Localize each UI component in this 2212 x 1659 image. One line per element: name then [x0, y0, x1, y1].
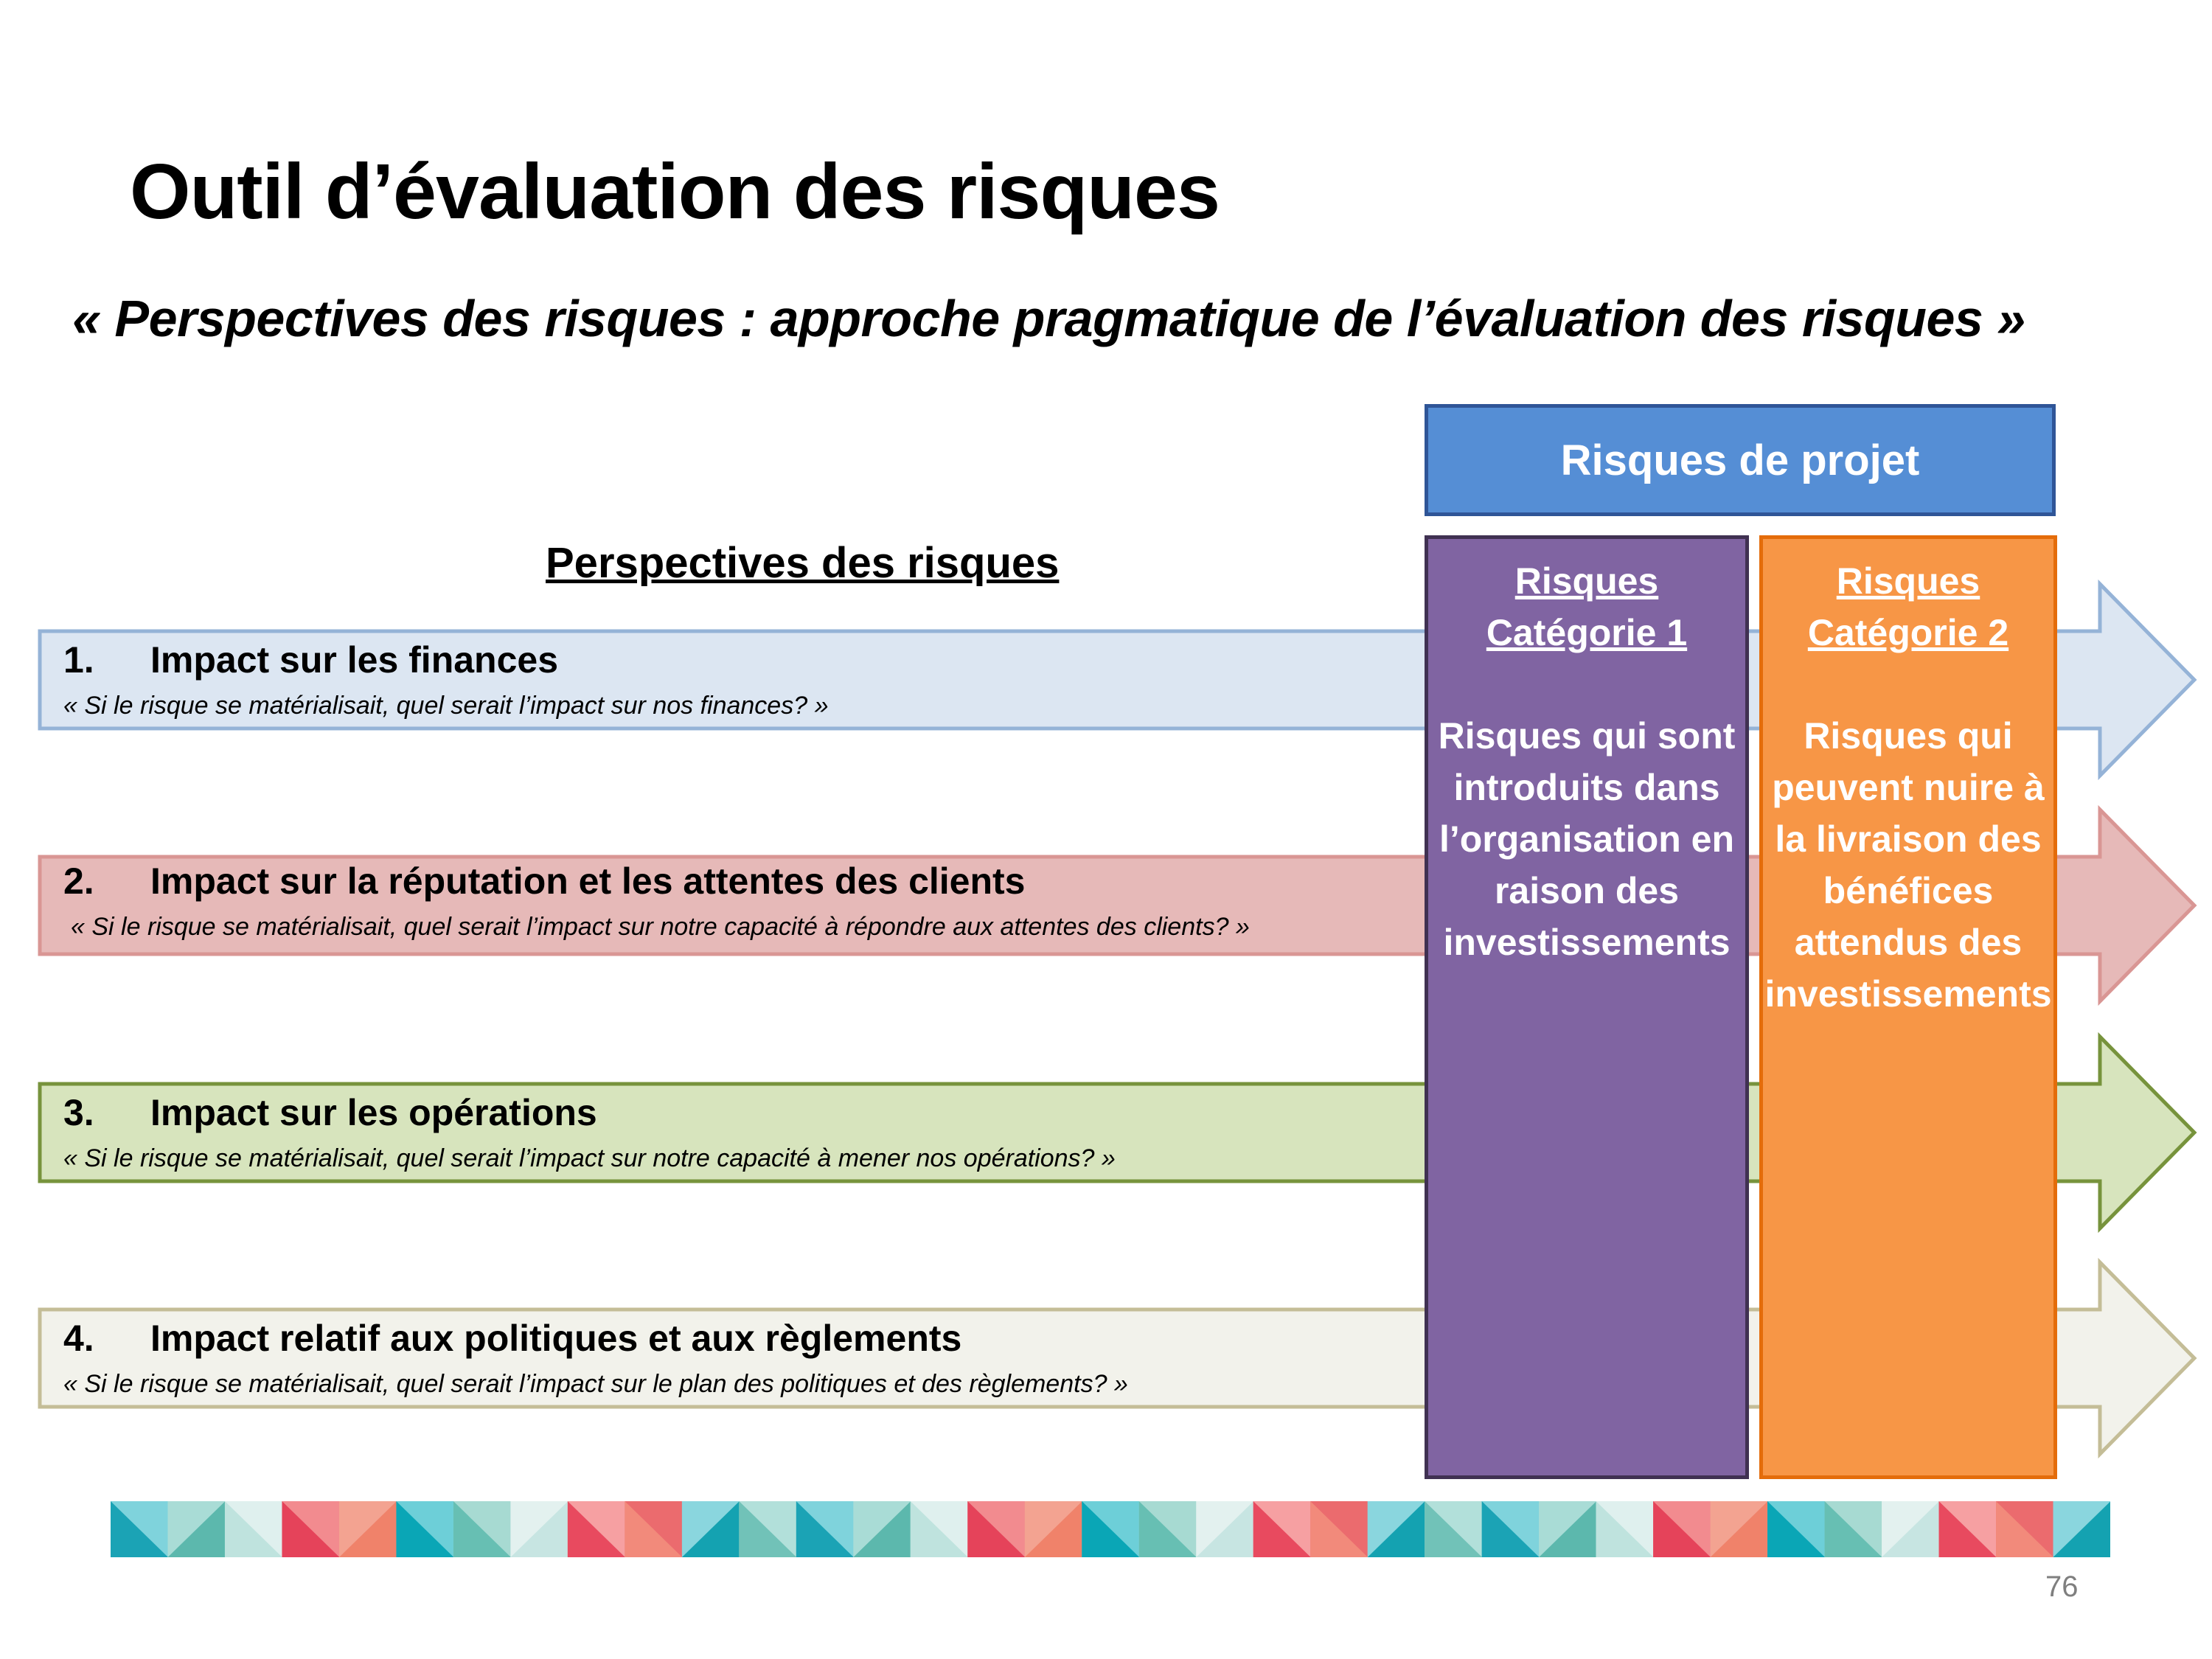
- category-description-line: Risques qui sont: [1438, 715, 1736, 757]
- decorative-triangle-band: [111, 1501, 2110, 1557]
- page-subtitle: « Perspectives des risques : approche pragmatique de l’évaluation des risques »: [72, 290, 2025, 347]
- page-title: Outil d’évaluation des risques: [130, 148, 1220, 235]
- perspective-title: Impact sur les finances: [150, 639, 559, 681]
- category-description: [1428, 710, 1745, 968]
- perspective-question: « Si le risque se matérialisait, quel serait l’impact sur notre capacité à répondre aux attentes des clients? »: [71, 913, 1250, 941]
- page-number: 76: [2045, 1571, 2079, 1603]
- category-description-line: raison des: [1494, 870, 1680, 911]
- category-description-line: investissements: [1764, 973, 2052, 1015]
- perspective-title: Impact sur les opérations: [150, 1092, 597, 1133]
- category-title-line1: Risques: [1836, 560, 1980, 602]
- category-title-line2: Catégorie 1: [1486, 612, 1688, 653]
- perspective-item-4: [63, 1317, 1128, 1399]
- perspective-number: 2.: [63, 860, 94, 902]
- perspective-question: « Si le risque se matérialisait, quel serait l’impact sur notre capacité à mener nos opérations? »: [63, 1144, 1116, 1172]
- category-description-line: bénéfices: [1823, 870, 1994, 911]
- perspective-item-1: [63, 639, 828, 720]
- category-description-line: Risques qui: [1804, 715, 2013, 757]
- risk-category-2: [1759, 535, 2057, 1479]
- category-description-line: l’organisation en: [1439, 818, 1735, 860]
- risk-category-1: [1425, 535, 1749, 1479]
- category-description-line: attendus des: [1794, 922, 2023, 963]
- category-description-line: investissements: [1443, 922, 1731, 963]
- category-title-line1: Risques: [1514, 560, 1659, 602]
- perspectives-heading: Perspectives des risques: [546, 539, 1060, 587]
- category-description-line: peuvent nuire à: [1772, 767, 2045, 808]
- perspective-question: « Si le risque se matérialisait, quel serait l’impact sur nos finances? »: [63, 692, 829, 720]
- category-title-line2: Catégorie 2: [1807, 612, 2009, 653]
- perspective-question: « Si le risque se matérialisait, quel serait l’impact sur le plan des politiques et des règlements? »: [63, 1370, 1128, 1398]
- project-risks-header: Risques de projet: [1425, 404, 2056, 516]
- perspective-item-3: [63, 1091, 1116, 1173]
- perspective-title: Impact relatif aux politiques et aux règlements: [150, 1318, 962, 1359]
- perspective-title: Impact sur la réputation et les attentes des clients: [150, 860, 1026, 902]
- category-description-line: la livraison des: [1775, 818, 2042, 860]
- category-description: [1763, 710, 2053, 1020]
- perspective-number: 1.: [63, 639, 94, 681]
- perspective-number: 4.: [63, 1318, 94, 1359]
- category-description-line: introduits dans: [1453, 767, 1720, 808]
- perspective-item-2: [63, 860, 1250, 942]
- perspective-number: 3.: [63, 1092, 94, 1133]
